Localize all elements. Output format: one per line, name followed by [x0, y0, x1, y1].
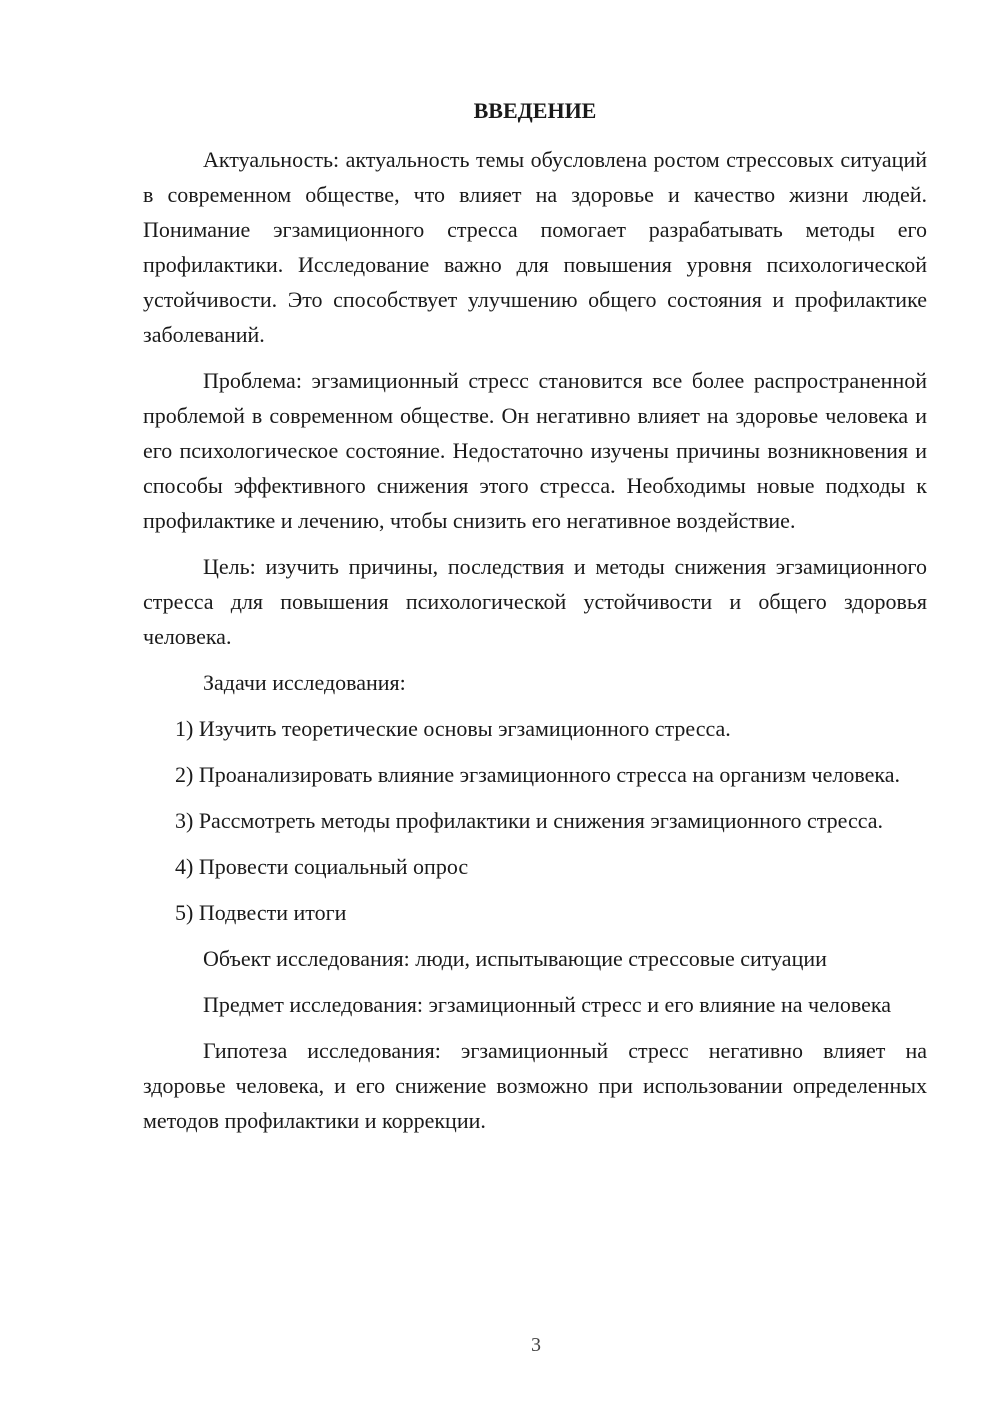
task-item-4: 4) Провести социальный опрос	[175, 854, 469, 879]
task-item-1: 1) Изучить теоретические основы эгзамиционного стресса.	[175, 716, 731, 741]
task-item-3: 3) Рассмотреть методы профилактики и снижения эгзамиционного стресса.	[175, 808, 884, 833]
document-body	[143, 142, 927, 1149]
task-item-5: 5) Подвести итоги	[175, 900, 347, 925]
page-number: 3	[531, 1334, 541, 1356]
paragraph-tasks-heading: Задачи исследования:	[203, 670, 406, 695]
paragraph-object: Объект исследования: люди, испытывающие стрессовые ситуации	[203, 946, 827, 971]
paragraph-problem: Проблема: эгзамиционный стресс становится все более распространенной проблемой в современном обществе. Он негативно влияет на здоровье человека и его психологическое состояние. Недостаточно изучены причины возникновения и способы эффективного снижения этого стресса. Необходимы новые подходы к профилактике и лечению, чтобы снизить его негативное воздействие.	[143, 368, 927, 533]
paragraph-goal: Цель: изучить причины, последствия и методы снижения эгзамиционного стресса для повышения психологической устойчивости и общего здоровья человека.	[143, 554, 927, 649]
page-title: ВВЕДЕНИЕ	[473, 98, 597, 123]
task-item-2: 2) Проанализировать влияние эгзамиционного стресса на организм человека.	[175, 762, 900, 787]
paragraph-hypothesis: Гипотеза исследования: эгзамиционный стресс негативно влияет на здоровье человека, и его снижение возможно при использовании определенных методов профилактики и коррекции.	[143, 1038, 927, 1133]
paragraph-relevance: Актуальность: актуальность темы обусловлена ростом стрессовых ситуаций в современном обществе, что влияет на здоровье и качество жизни людей. Понимание эгзамиционного стресса помогает разрабатывать методы его профилактики. Исследование важно для повышения уровня психологической устойчивости. Это способствует улучшению общего состояния и профилактике заболеваний.	[143, 147, 927, 347]
paragraph-subject: Предмет исследования: эгзамиционный стресс и его влияние на человека	[203, 992, 891, 1017]
